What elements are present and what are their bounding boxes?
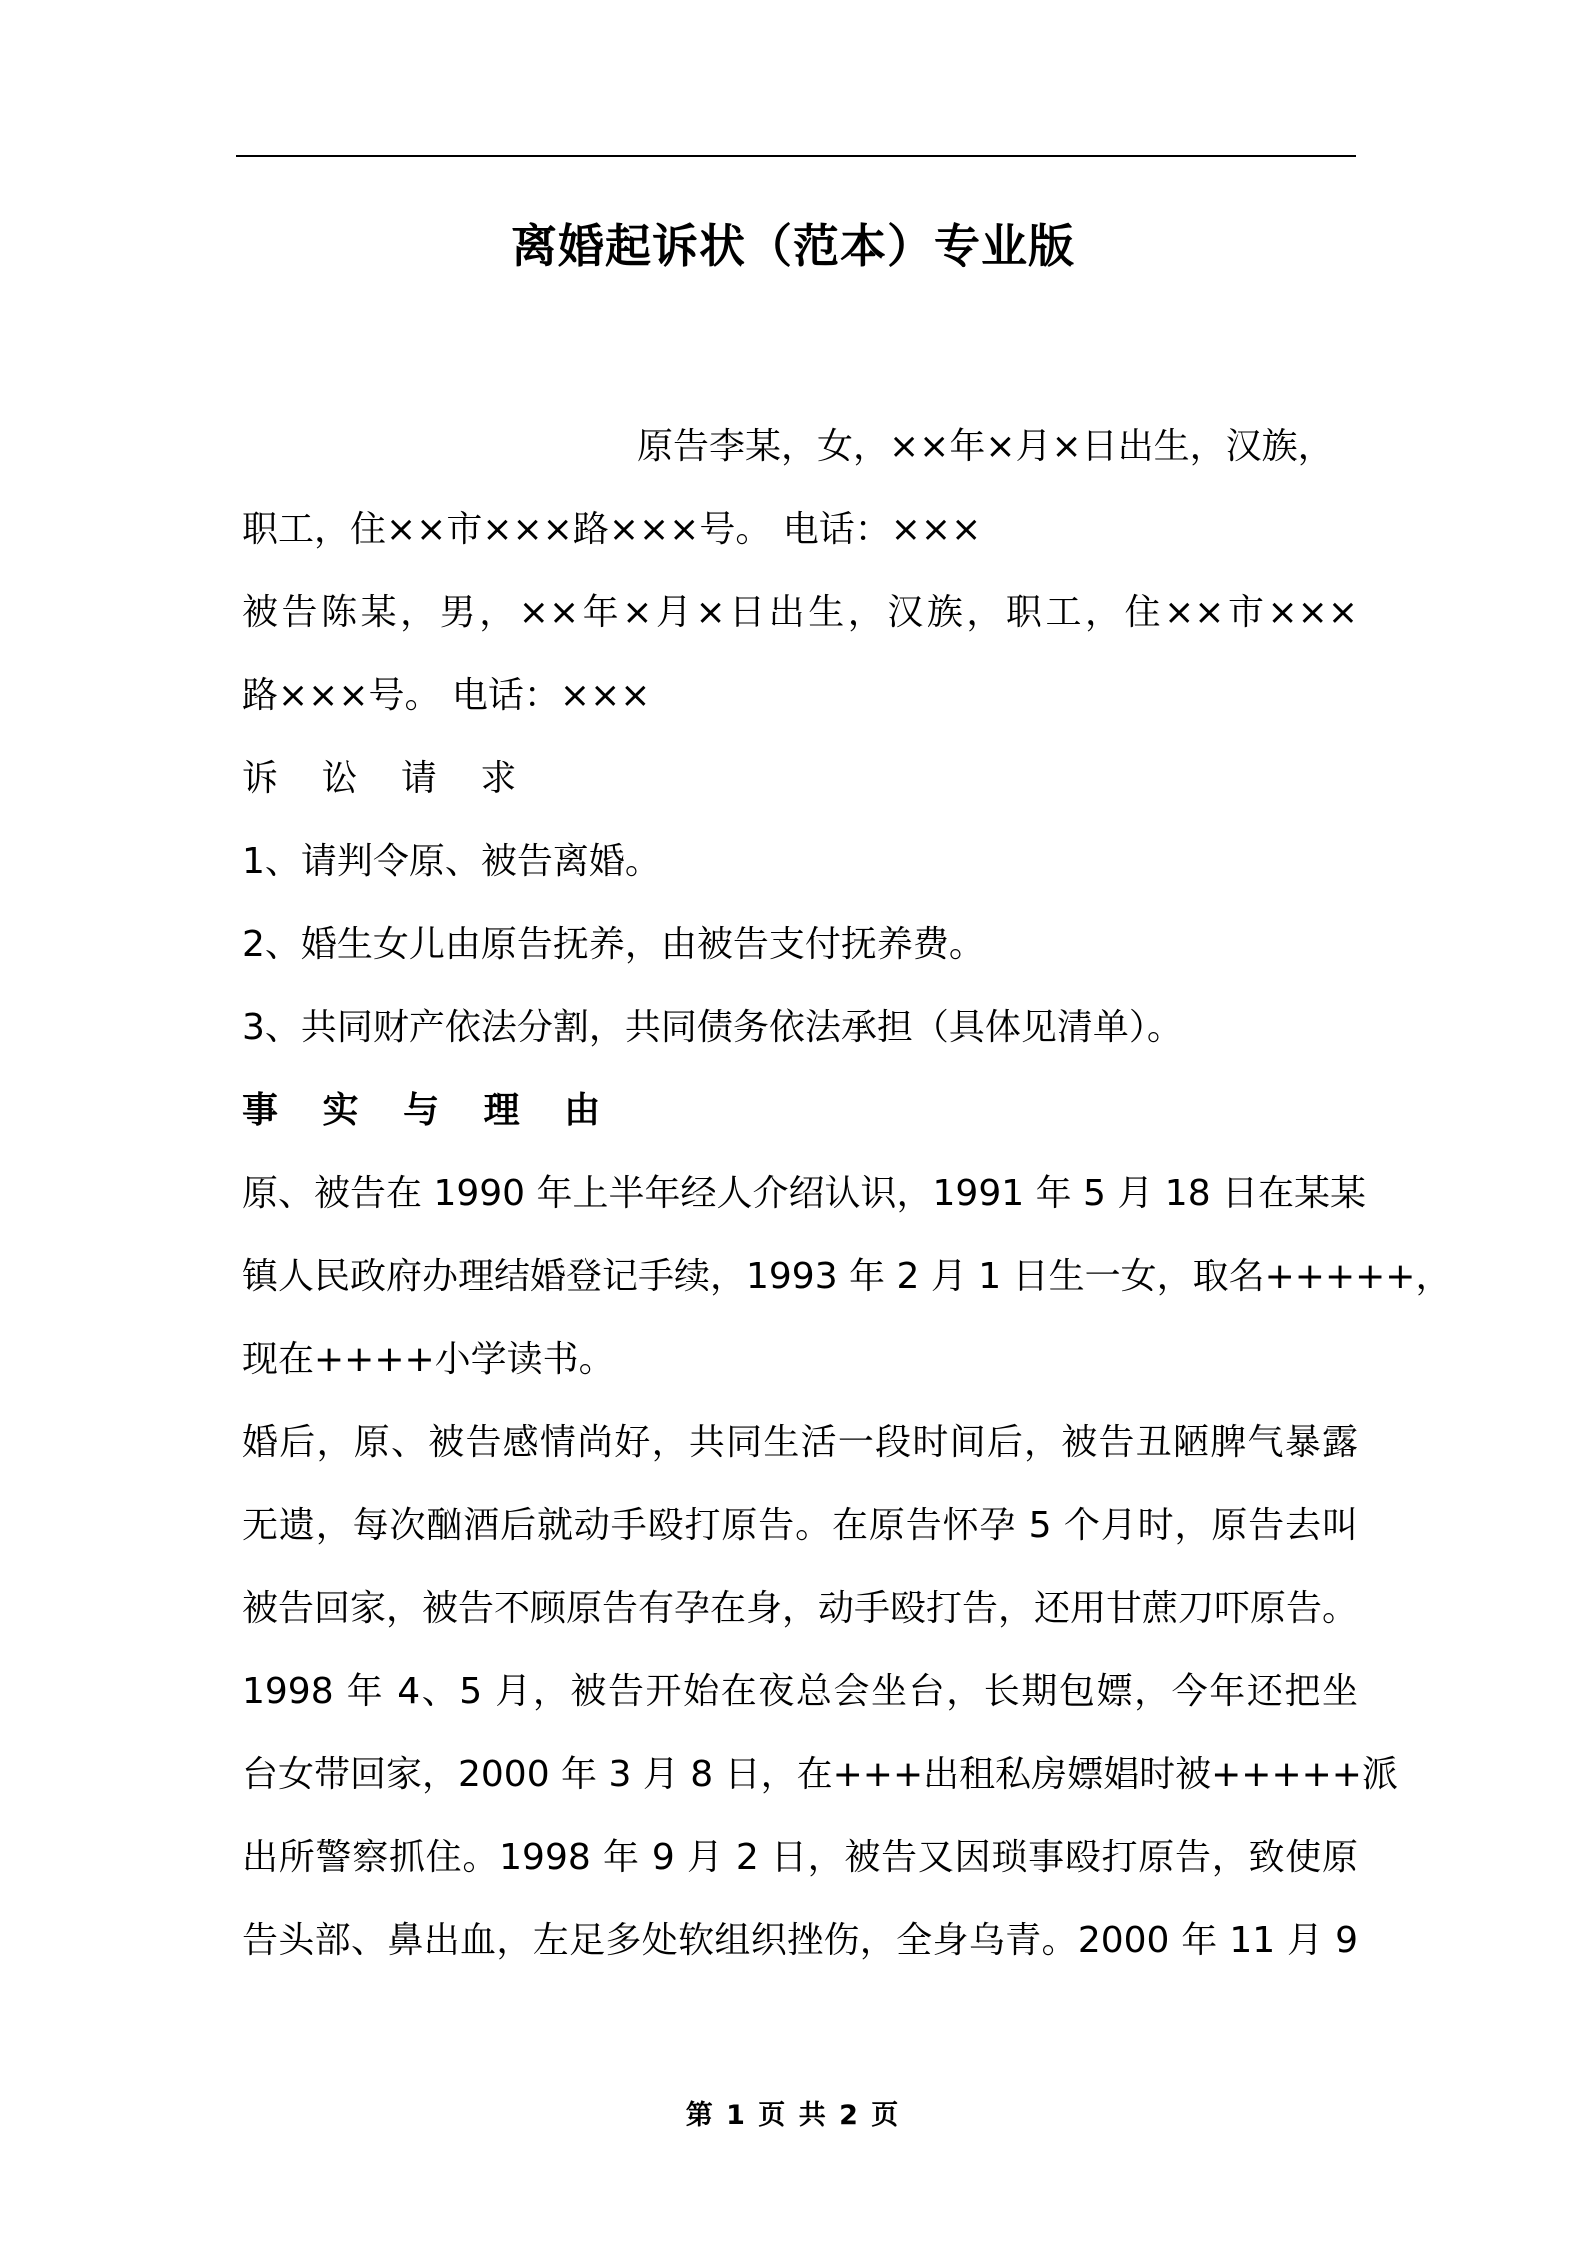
- facts-line-9: 出所警察抓住。1998 年 9 月 2 日，被告又因琐事殴打原告，致使原: [242, 1837, 1358, 1878]
- claims-heading: 诉 讼 请 求: [242, 758, 533, 799]
- facts-line-2: 镇人民政府办理结婚登记手续，1993 年 2 月 1 日生一女，取名+++++，: [242, 1256, 1452, 1297]
- facts-line-7: 1998 年 4、5 月，被告开始在夜总会坐台，长期包嫖，今年还把坐: [242, 1671, 1358, 1712]
- facts-line-5: 无遗，每次酗酒后就动手殴打原告。在原告怀孕 5 个月时，原告去叫: [242, 1505, 1358, 1546]
- claim-item-2: 2、婚生女儿由原告抚养，由被告支付抚养费。: [242, 924, 985, 965]
- facts-line-6: 被告回家，被告不顾原告有孕在身，动手殴打告，还用甘蔗刀吓原告。: [242, 1588, 1359, 1629]
- facts-line-8: 台女带回家，2000 年 3 月 8 日，在+++出租私房嫖娼时被+++++派: [242, 1754, 1398, 1795]
- page-number: 第 1 页 共 2 页: [685, 2100, 901, 2131]
- document-body: [242, 405, 1452, 1982]
- facts-line-1: 原、被告在 1990 年上半年经人介绍认识，1991 年 5 月 18 日在某某: [242, 1173, 1367, 1214]
- header-rule: [236, 155, 1356, 157]
- facts-line-4: 婚后，原、被告感情尚好，共同生活一段时间后，被告丑陋脾气暴露: [242, 1422, 1358, 1463]
- claim-item-3: 3、共同财产依法分割，共同债务依法承担（具体见清单）。: [242, 1007, 1183, 1048]
- claim-item-1: 1、请判令原、被告离婚。: [242, 841, 661, 882]
- facts-line-3: 现在++++小学读书。: [242, 1339, 615, 1380]
- plaintiff-line-1: 原告李某，女，××年×月×日出生，汉族，: [637, 426, 1334, 467]
- defendant-line-2: 路×××号。 电话：×××: [242, 675, 651, 716]
- document-title: 离婚起诉状（范本）专业版: [511, 219, 1075, 273]
- defendant-line-1: 被告陈某，男，××年×月×日出生，汉族，职工，住××市×××: [242, 592, 1358, 633]
- facts-line-10: 告头部、鼻出血，左足多处软组织挫伤，全身乌青。2000 年 11 月 9: [242, 1920, 1358, 1961]
- plaintiff-line-2: 职工，住××市×××路×××号。 电话：×××: [242, 509, 982, 550]
- facts-heading: 事 实 与 理 由: [242, 1090, 617, 1131]
